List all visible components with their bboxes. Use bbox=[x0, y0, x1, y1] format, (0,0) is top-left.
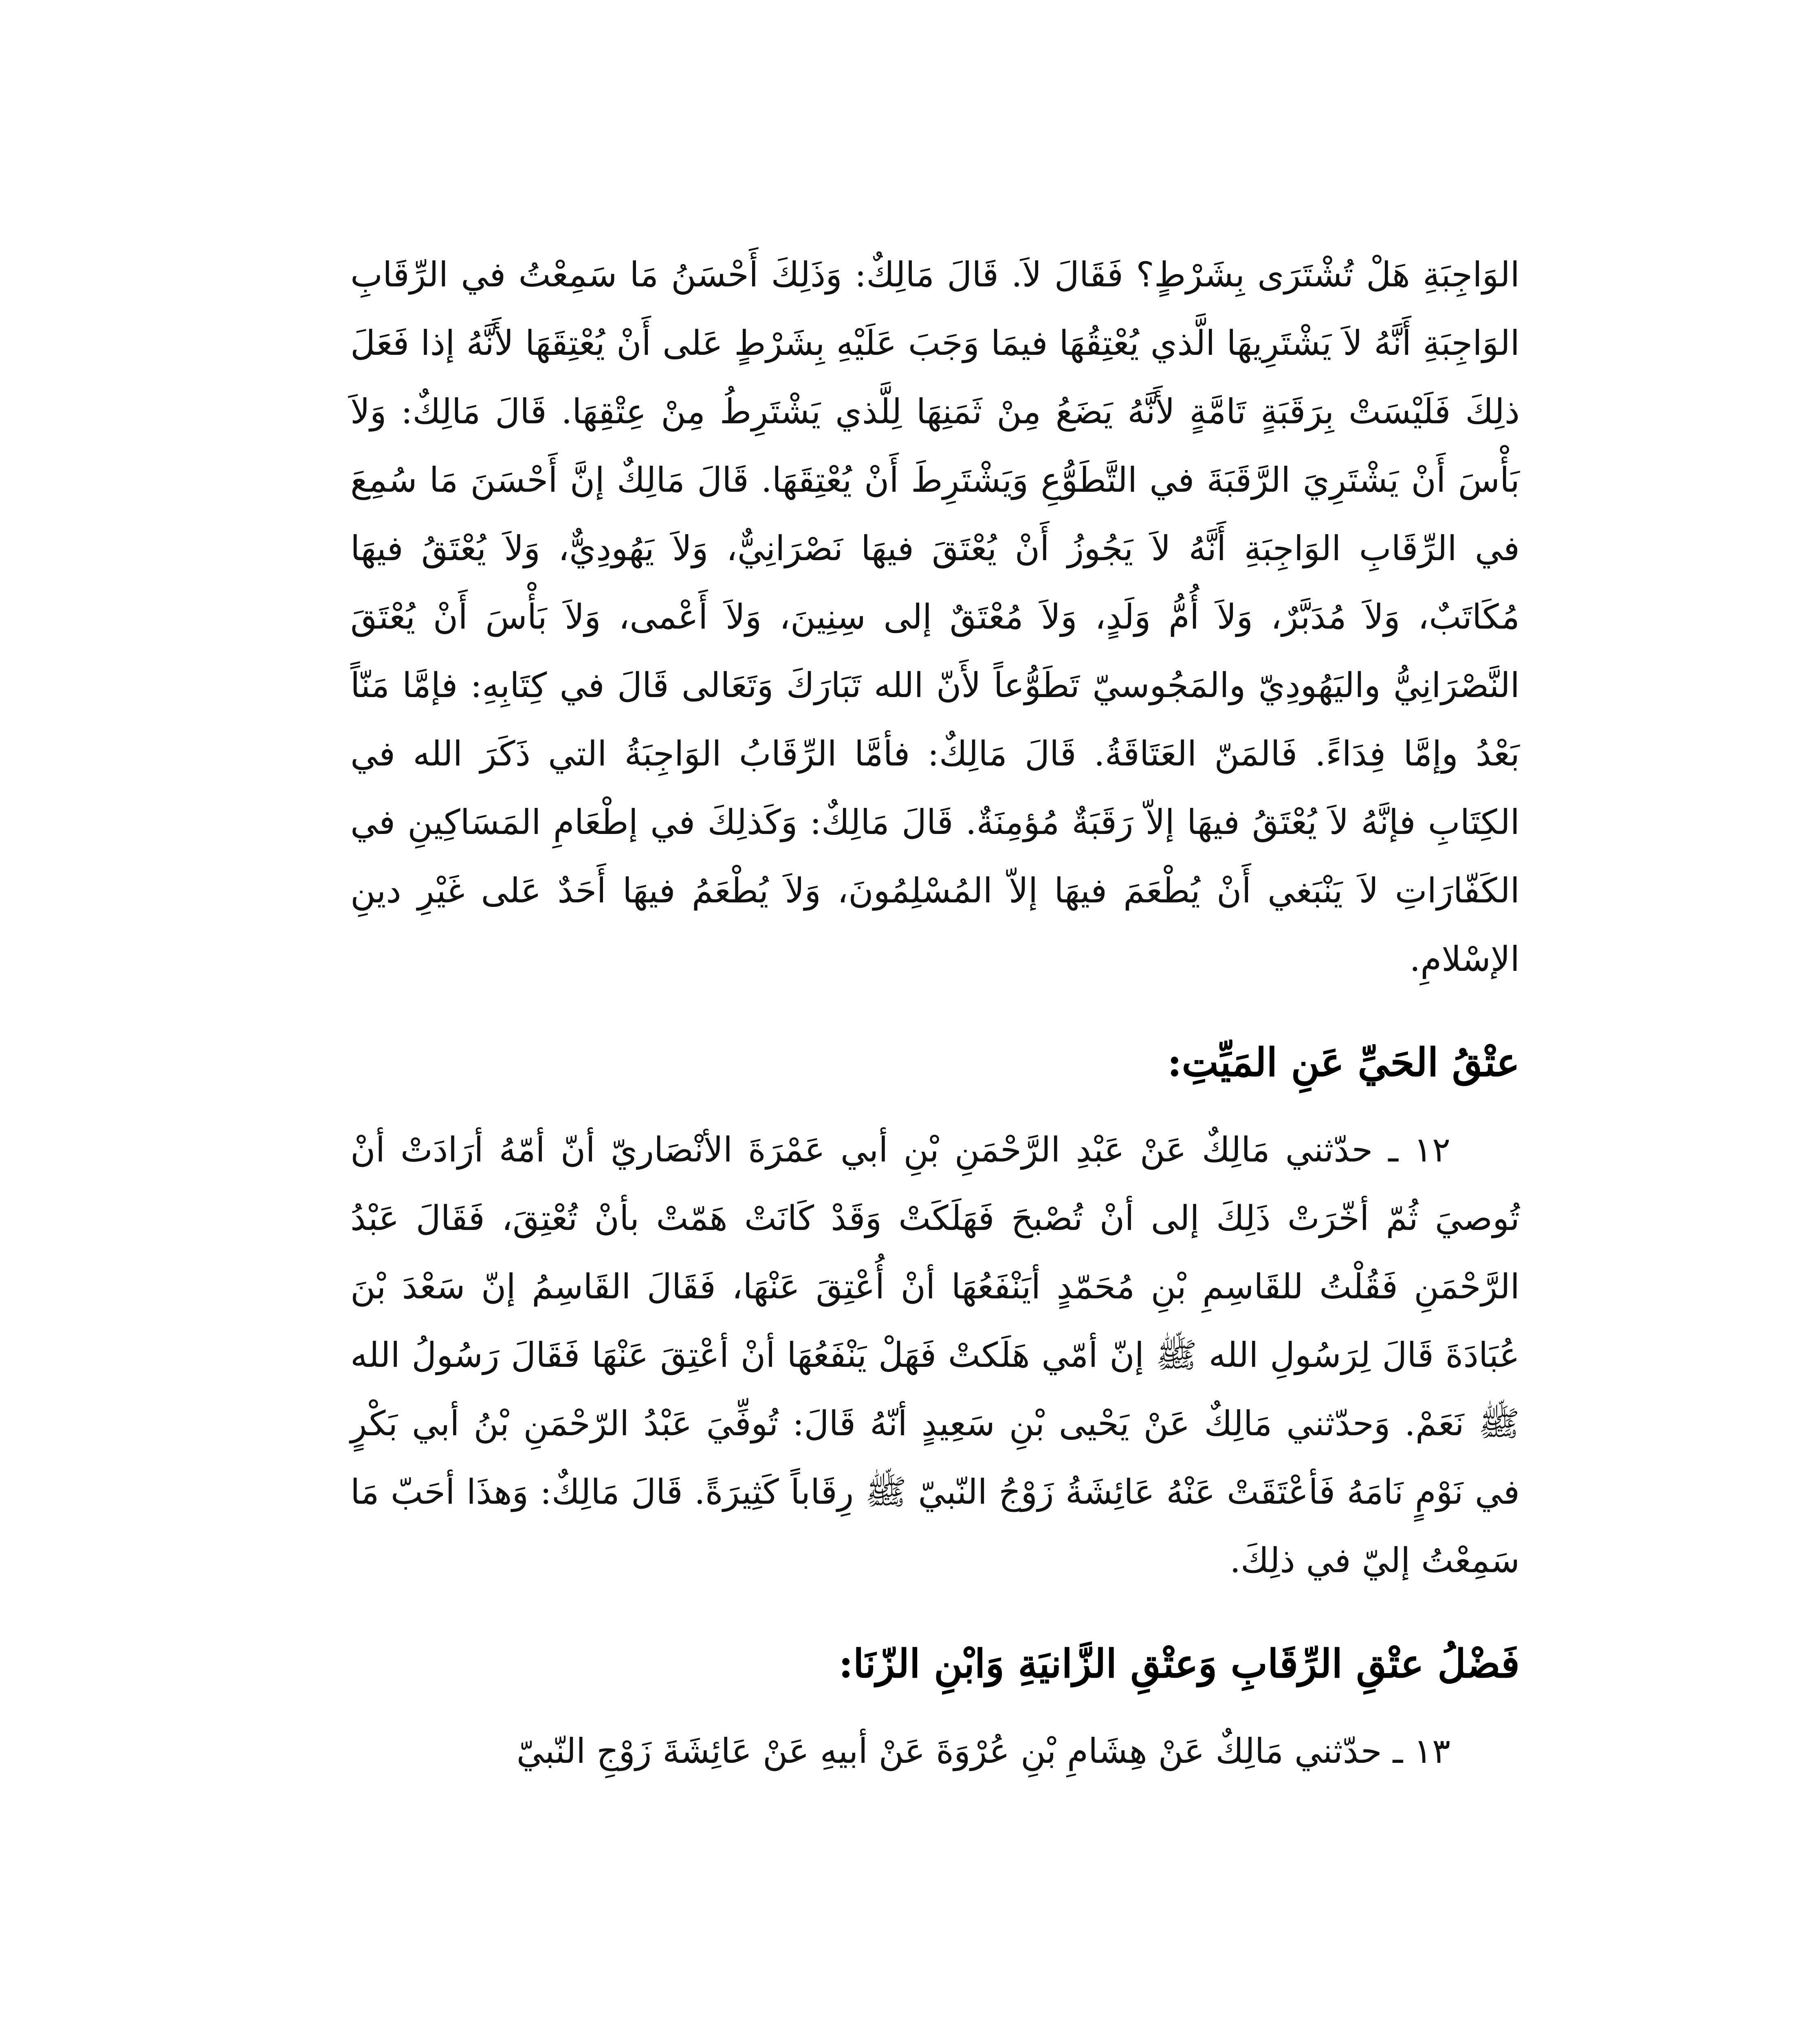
paragraph-hadith-13: ١٣ ـ حدّثني مَالِكٌ عَنْ هِشَامِ بْنِ عُرْوَةَ عَنْ أبيهِ عَنْ عَائِشَةَ زَوْجِ النّبيّ bbox=[516, 1731, 1450, 1771]
main-text bbox=[350, 240, 1520, 1785]
section-heading-virtue-of-freeing: فَضْلُ عتْقِ الرِّقَابِ وَعتْقِ الزَّانيَةِ وَابْنِ الزّنَا: bbox=[838, 1641, 1520, 1687]
paragraph-hadith-12: ١٢ ـ حدّثني مَالِكٌ عَنْ عَبْدِ الرَّحْمَنِ بْنِ أبي عَمْرَةَ الأنْصَاريّ أنّ أمّهُ أرَادَتْ أنْ تُوصيَ ثُمّ أخّرَتْ ذَلِكَ إلى أنْ تُصْبحَ فَهَلَكَتْ وَقَدْ كَانَتْ هَمّتْ بأنْ تُعْتِقَ، فَقَالَ عَبْدُ الرَّحْمَنِ فَقُلْتُ للقَاسِمِ بْنِ مُحَمّدٍ أيَنْفَعُهَا أنْ أُعْتِقَ عَنْهَا، فَقَالَ القَاسِمُ إنّ سَعْدَ بْنَ عُبَادَةَ قَالَ لِرَسُولِ الله ﷺ إنّ أمّي هَلَكتْ فَهَلْ يَنْفَعُهَا أنْ أعْتِقَ عَنْهَا فَقَالَ رَسُولُ الله ﷺ نَعَمْ. وَحدّثني مَالِكٌ عَنْ يَحْيى بْنِ سَعِيدٍ أنّهُ قَالَ: تُوفِّيَ عَبْدُ الرّحْمَنِ بْنُ أبي بَكْرٍ في نَوْمٍ نَامَهُ فَأعْتَقَتْ عَنْهُ عَائِشَةُ زَوْجُ النّبيّ ﷺ رِقَاباً كَثِيرَةً. قَالَ مَالِكٌ: وَهذَا أحَبّ مَا سَمِعْتُ إليّ في ذلِكَ. bbox=[350, 1130, 1520, 1580]
paragraph-continuation: الوَاجِبَةِ هَلْ تُشْتَرَى بِشَرْطٍ؟ فَقَالَ لاَ. قَالَ مَالِكٌ: وَذَلِكَ أَحْسَنُ مَا سَمِعْتُ في الرِّقَابِ الوَاجِبَةِ أَنَّهُ لاَ يَشْتَرِيهَا الَّذي يُعْتِقُهَا فيمَا وَجَبَ عَلَيْهِ بِشَرْطٍ عَلى أَنْ يُعْتِقَهَا لأَنَّهُ إذا فَعَلَ ذلِكَ فَلَيْسَتْ بِرَقَبَةٍ تَامَّةٍ لأَنَّهُ يَضَعُ مِنْ ثَمَنِهَا لِلَّذي يَشْتَرِطُ مِنْ عِتْقِهَا. قَالَ مَالِكٌ: وَلاَ بَأْسَ أَنْ يَشْتَرِيَ الرَّقَبَةَ في التَّطَوُّعِ وَيَشْتَرِطَ أَنْ يُعْتِقَهَا. قَالَ مَالِكٌ إنَّ أَحْسَنَ مَا سُمِعَ في الرِّقَابِ الوَاجِبَةِ أَنَّهُ لاَ يَجُوزُ أَنْ يُعْتَقَ فيهَا نَصْرَانِيٌّ، وَلاَ يَهُودِيٌّ، وَلاَ يُعْتَقُ فيهَا مُكَاتَبٌ، وَلاَ مُدَبَّرٌ، وَلاَ أُمُّ وَلَدٍ، وَلاَ مُعْتَقٌ إلى سِنِينَ، وَلاَ أَعْمى، وَلاَ بَأْسَ أَنْ يُعْتَقَ النَّصْرَانِيُّ واليَهُودِيّ والمَجُوسيّ تَطَوُّعاً لأَنّ الله تَبَارَكَ وَتَعَالى قَالَ في كِتَابِهِ: فإمَّا مَنّاً بَعْدُ وإمَّا فِدَاءً. فَالمَنّ العَتَاقَةُ. قَالَ مَالِكٌ: فأمَّا الرِّقَابُ الوَاجِبَةُ التي ذَكَرَ الله في الكِتَابِ فإنَّهُ لاَ يُعْتَقُ فيهَا إلاّ رَقَبَةٌ مُؤمِنَةٌ. قَالَ مَالِكٌ: وَكَذلِكَ في إطْعَامِ المَسَاكِينِ في الكَفّارَاتِ لاَ يَنْبَغي أَنْ يُطْعَمَ فيهَا إلاّ المُسْلِمُونَ، وَلاَ يُطْعَمُ فيهَا أَحَدٌ عَلى غَيْرِ دينِ الإسْلامِ. bbox=[350, 255, 1520, 979]
section-heading-freeing-for-deceased: عتْقُ الحَيِّ عَنِ المَيِّتِ: bbox=[1167, 1039, 1520, 1085]
